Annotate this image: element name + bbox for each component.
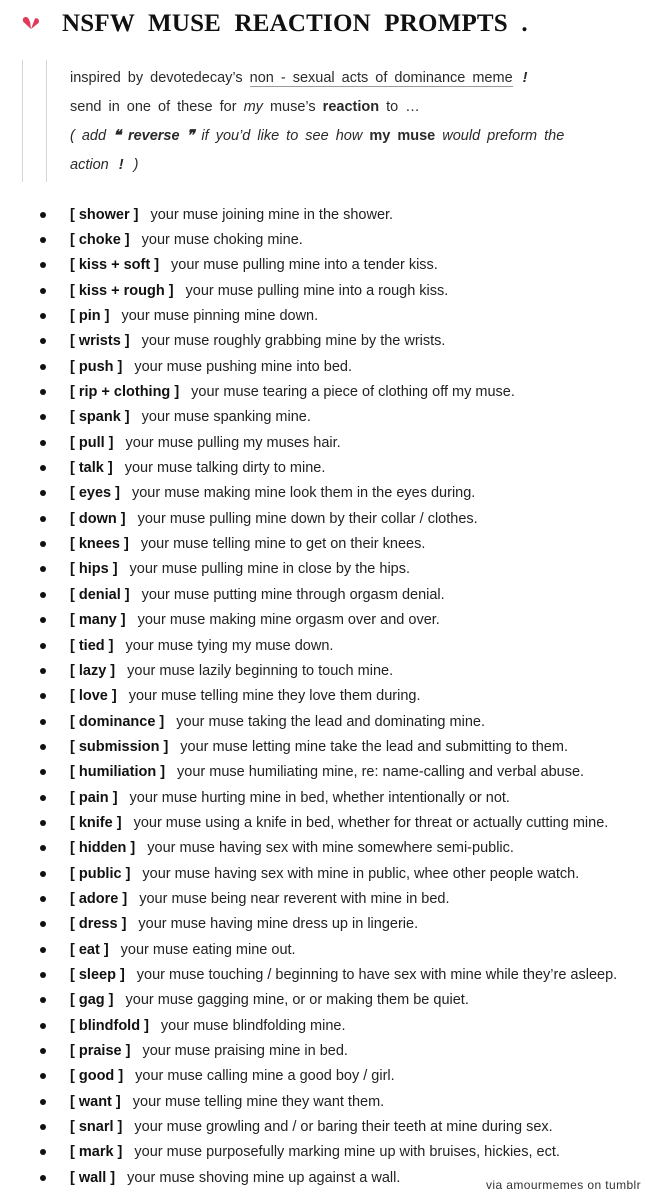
bullet-icon bbox=[40, 364, 46, 370]
prompt-description: your muse letting mine take the lead and submitting to them. bbox=[180, 738, 568, 755]
intro-emphasis-my: my bbox=[243, 99, 263, 115]
list-item bbox=[0, 1038, 669, 1063]
list-item bbox=[0, 962, 669, 987]
prompt-tag: [ spank ] bbox=[70, 409, 130, 426]
exclaim-mark: ! bbox=[522, 70, 528, 86]
list-item bbox=[0, 836, 669, 861]
bullet-icon bbox=[40, 643, 46, 649]
list-item bbox=[0, 557, 669, 582]
prompt-tag: [ knife ] bbox=[70, 814, 122, 831]
source-meme-link[interactable]: non - sexual acts of dominance meme bbox=[249, 70, 513, 86]
prompt-tag: [ love ] bbox=[70, 688, 117, 705]
bullet-icon bbox=[40, 947, 46, 953]
open-quote-icon: ❝ bbox=[113, 128, 121, 144]
prompt-tag: [ talk ] bbox=[70, 460, 113, 477]
prompt-tag: [ pull ] bbox=[70, 434, 114, 451]
bullet-icon bbox=[40, 1023, 46, 1029]
close-quote-icon: ❞ bbox=[186, 128, 195, 144]
prompt-tag: [ mark ] bbox=[70, 1144, 123, 1161]
intro-text: to … bbox=[386, 99, 420, 115]
list-item bbox=[0, 734, 669, 759]
bullet-icon bbox=[40, 262, 46, 268]
list-item bbox=[0, 354, 669, 379]
prompt-tag: [ want ] bbox=[70, 1093, 121, 1110]
prompt-description: your muse having sex with mine in public, whee other people watch. bbox=[142, 865, 580, 882]
intro-text: send in one of these for bbox=[70, 99, 237, 115]
list-item bbox=[0, 709, 669, 734]
intro-blockquote bbox=[70, 64, 660, 180]
list-item bbox=[0, 379, 669, 404]
prompt-tag: [ kiss + soft ] bbox=[70, 257, 160, 274]
prompt-description: your muse talking dirty to mine. bbox=[124, 460, 326, 477]
bullet-icon bbox=[40, 845, 46, 851]
prompt-tag: [ eat ] bbox=[70, 941, 109, 958]
intro-line-2 bbox=[70, 93, 660, 122]
intro-text: inspired by devotedecay’s bbox=[70, 70, 243, 86]
prompt-description: your muse hurting mine in bed, whether intentionally or not. bbox=[129, 789, 510, 806]
prompt-description: your muse humiliating mine, re: name-calling and verbal abuse. bbox=[177, 764, 585, 781]
bullet-icon bbox=[40, 566, 46, 572]
bullet-icon bbox=[40, 541, 46, 547]
bullet-icon bbox=[40, 769, 46, 775]
prompt-description: your muse putting mine through orgasm denial. bbox=[141, 586, 445, 603]
prompt-tag: [ dress ] bbox=[70, 916, 127, 933]
bullet-icon bbox=[40, 921, 46, 927]
quote-border-inner bbox=[46, 60, 47, 182]
list-item bbox=[0, 405, 669, 430]
prompt-tag: [ shower ] bbox=[70, 206, 139, 223]
bullet-icon bbox=[40, 1175, 46, 1181]
prompt-description: your muse pushing mine into bed. bbox=[134, 358, 352, 375]
prompt-tag: [ lazy ] bbox=[70, 662, 116, 679]
prompt-tag: [ hidden ] bbox=[70, 840, 136, 857]
prompt-description: your muse gagging mine, or or making them be quiet. bbox=[125, 992, 469, 1009]
prompt-tag: [ down ] bbox=[70, 510, 126, 527]
prompt-tag: [ wrists ] bbox=[70, 333, 130, 350]
exclaim-mark: ! bbox=[118, 157, 124, 173]
prompt-description: your muse pulling mine down by their collar / clothes. bbox=[137, 510, 478, 527]
list-item bbox=[0, 227, 669, 252]
prompt-tag: [ kiss + rough ] bbox=[70, 282, 174, 299]
prompt-description: your muse telling mine to get on their knees. bbox=[140, 536, 426, 553]
prompt-tag: [ dominance ] bbox=[70, 713, 165, 730]
prompt-description: your muse lazily beginning to touch mine. bbox=[127, 662, 394, 679]
prompt-description: your muse eating mine out. bbox=[120, 941, 296, 958]
list-item bbox=[0, 658, 669, 683]
prompt-description: your muse blindfolding mine. bbox=[160, 1017, 346, 1034]
prompt-description: your muse having sex with mine somewhere semi-public. bbox=[147, 840, 514, 857]
intro-text: ( add bbox=[70, 128, 107, 144]
prompt-tag: [ rip + clothing ] bbox=[70, 384, 180, 401]
bullet-icon bbox=[40, 617, 46, 623]
prompt-tag: [ public ] bbox=[70, 865, 131, 882]
bullet-icon bbox=[40, 1048, 46, 1054]
prompt-description: your muse making mine orgasm over and over. bbox=[137, 612, 440, 629]
bullet-icon bbox=[40, 313, 46, 319]
prompt-description: your muse praising mine in bed. bbox=[142, 1043, 348, 1060]
page-title: NSFW MUSE REACTION PROMPTS . bbox=[62, 10, 528, 37]
list-item bbox=[0, 430, 669, 455]
bullet-icon bbox=[40, 871, 46, 877]
prompt-tag: [ blindfold ] bbox=[70, 1017, 149, 1034]
prompt-description: your muse making mine look them in the eyes during. bbox=[131, 485, 476, 502]
prompt-description: your muse pulling my muses hair. bbox=[125, 434, 341, 451]
list-item bbox=[0, 506, 669, 531]
bullet-icon bbox=[40, 693, 46, 699]
intro-text: would preform the bbox=[442, 128, 565, 144]
bullet-icon bbox=[40, 896, 46, 902]
prompt-description: your muse taking the lead and dominating mine. bbox=[176, 713, 485, 730]
prompt-description: your muse joining mine in the shower. bbox=[150, 206, 394, 223]
prompt-tag: [ submission ] bbox=[70, 738, 169, 755]
intro-text: if you’d like to see how bbox=[201, 128, 363, 144]
prompt-list bbox=[0, 202, 669, 1190]
bullet-icon bbox=[40, 1099, 46, 1105]
prompt-description: your muse pinning mine down. bbox=[121, 308, 319, 325]
list-item bbox=[0, 531, 669, 556]
prompt-description: your muse purposefully marking mine up with bruises, hickies, ect. bbox=[134, 1144, 560, 1161]
prompt-tag: [ denial ] bbox=[70, 586, 130, 603]
bullet-icon bbox=[40, 237, 46, 243]
bullet-icon bbox=[40, 997, 46, 1003]
bullet-icon bbox=[40, 490, 46, 496]
prompt-description: your muse shoving mine up against a wall. bbox=[127, 1169, 401, 1186]
prompt-tag: [ hips ] bbox=[70, 561, 118, 578]
intro-text: ) bbox=[133, 157, 139, 173]
prompt-description: your muse touching / beginning to have sex with mine while they’re asleep. bbox=[136, 966, 618, 983]
prompt-description: your muse growling and / or baring their teeth at mine during sex. bbox=[134, 1119, 553, 1136]
list-item bbox=[0, 608, 669, 633]
prompt-description: your muse spanking mine. bbox=[141, 409, 311, 426]
prompt-tag: [ sleep ] bbox=[70, 966, 125, 983]
bullet-icon bbox=[40, 795, 46, 801]
list-item bbox=[0, 988, 669, 1013]
intro-line-3 bbox=[70, 122, 660, 151]
bullet-icon bbox=[40, 1149, 46, 1155]
prompt-tag: [ pin ] bbox=[70, 308, 110, 325]
prompt-description: your muse choking mine. bbox=[141, 232, 303, 249]
list-item bbox=[0, 1140, 669, 1165]
list-item bbox=[0, 278, 669, 303]
list-item bbox=[0, 633, 669, 658]
heart-icon bbox=[22, 14, 40, 32]
prompt-tag: [ praise ] bbox=[70, 1043, 131, 1060]
list-item bbox=[0, 861, 669, 886]
list-item bbox=[0, 329, 669, 354]
bullet-icon bbox=[40, 668, 46, 674]
intro-text: action bbox=[70, 157, 109, 173]
intro-emphasis-reaction: reaction bbox=[322, 99, 380, 115]
bullet-icon bbox=[40, 288, 46, 294]
prompt-tag: [ knees ] bbox=[70, 536, 129, 553]
prompt-tag: [ adore ] bbox=[70, 890, 128, 907]
list-item bbox=[0, 1064, 669, 1089]
intro-emphasis-reverse: reverse bbox=[127, 128, 180, 144]
bullet-icon bbox=[40, 440, 46, 446]
list-item bbox=[0, 1013, 669, 1038]
list-item bbox=[0, 481, 669, 506]
prompt-tag: [ many ] bbox=[70, 612, 126, 629]
list-item bbox=[0, 253, 669, 278]
prompt-tag: [ snarl ] bbox=[70, 1119, 123, 1136]
intro-text: muse’s bbox=[269, 99, 316, 115]
prompt-description: your muse tying my muse down. bbox=[125, 637, 334, 654]
bullet-icon bbox=[40, 744, 46, 750]
prompt-tag: [ tied ] bbox=[70, 637, 114, 654]
bullet-icon bbox=[40, 338, 46, 344]
prompt-description: your muse telling mine they want them. bbox=[132, 1093, 385, 1110]
quote-border-outer bbox=[22, 60, 23, 182]
prompt-tag: [ gag ] bbox=[70, 992, 114, 1009]
list-item bbox=[0, 810, 669, 835]
list-item bbox=[0, 684, 669, 709]
bullet-icon bbox=[40, 389, 46, 395]
intro-line-4 bbox=[70, 151, 660, 180]
list-item bbox=[0, 202, 669, 227]
bullet-icon bbox=[40, 516, 46, 522]
bullet-icon bbox=[40, 972, 46, 978]
list-item bbox=[0, 886, 669, 911]
list-item bbox=[0, 912, 669, 937]
prompt-description: your muse calling mine a good boy / girl. bbox=[135, 1068, 395, 1085]
list-item bbox=[0, 1089, 669, 1114]
prompt-tag: [ push ] bbox=[70, 358, 123, 375]
prompt-description: your muse tearing a piece of clothing off my muse. bbox=[191, 384, 515, 401]
prompt-tag: [ pain ] bbox=[70, 789, 118, 806]
prompt-description: your muse pulling mine into a rough kiss. bbox=[185, 282, 449, 299]
list-item bbox=[0, 582, 669, 607]
tumblr-credit: via amourmemes on tumblr bbox=[486, 1178, 641, 1192]
prompt-tag: [ eyes ] bbox=[70, 485, 120, 502]
list-item bbox=[0, 303, 669, 328]
intro-line-1 bbox=[70, 64, 660, 93]
prompt-tag: [ choke ] bbox=[70, 232, 130, 249]
bullet-icon bbox=[40, 414, 46, 420]
title-row bbox=[22, 6, 528, 42]
bullet-icon bbox=[40, 592, 46, 598]
list-item bbox=[0, 937, 669, 962]
list-item bbox=[0, 760, 669, 785]
bullet-icon bbox=[40, 1073, 46, 1079]
prompt-description: your muse pulling mine into a tender kiss. bbox=[171, 257, 438, 274]
list-item bbox=[0, 455, 669, 480]
prompt-description: your muse telling mine they love them during. bbox=[128, 688, 421, 705]
list-item bbox=[0, 1114, 669, 1139]
bullet-icon bbox=[40, 212, 46, 218]
bullet-icon bbox=[40, 1124, 46, 1130]
list-item bbox=[0, 785, 669, 810]
prompt-description: your muse being near reverent with mine in bed. bbox=[139, 890, 450, 907]
bullet-icon bbox=[40, 719, 46, 725]
prompt-description: your muse having mine dress up in lingerie. bbox=[138, 916, 419, 933]
bullet-icon bbox=[40, 465, 46, 471]
prompt-description: your muse roughly grabbing mine by the wrists. bbox=[141, 333, 446, 350]
prompt-tag: [ wall ] bbox=[70, 1169, 116, 1186]
intro-emphasis-my-muse: my muse bbox=[369, 128, 436, 144]
bullet-icon bbox=[40, 820, 46, 826]
prompt-tag: [ good ] bbox=[70, 1068, 124, 1085]
prompt-description: your muse pulling mine in close by the hips. bbox=[129, 561, 411, 578]
prompt-tag: [ humiliation ] bbox=[70, 764, 166, 781]
prompt-description: your muse using a knife in bed, whether for threat or actually cutting mine. bbox=[133, 814, 609, 831]
